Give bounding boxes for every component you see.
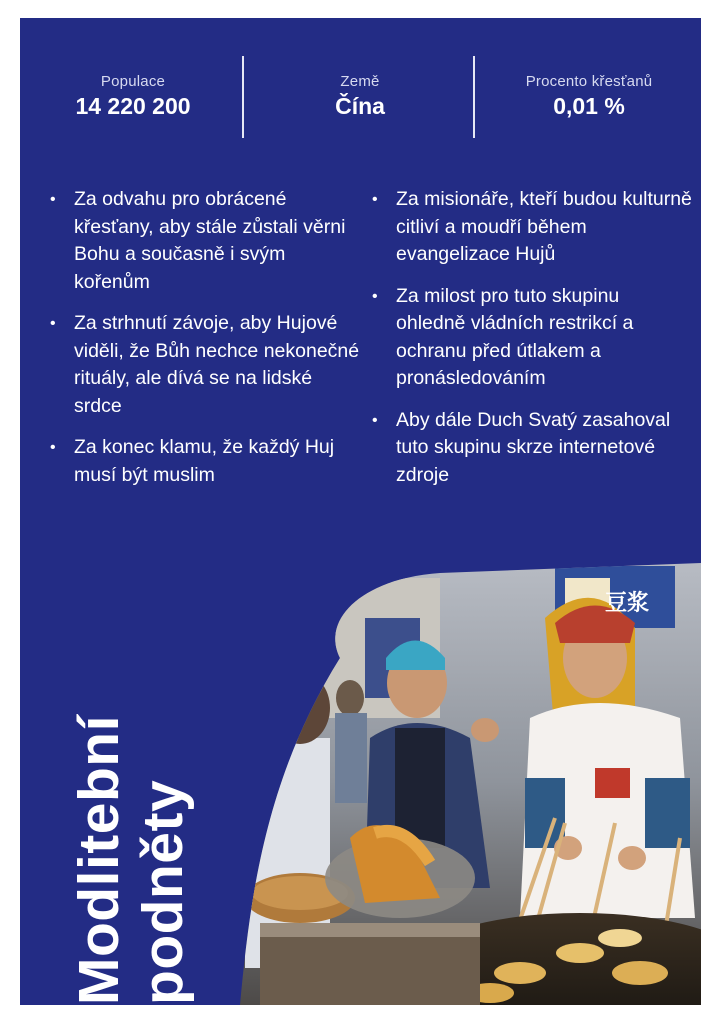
prayer-item: • Za konec klamu, že každý Huj musí být muslim bbox=[40, 434, 360, 489]
christian-percent-label: Procento křesťanů bbox=[525, 73, 653, 90]
prayer-item: • Za strhnutí závoje, aby Hujové viděli, že Bůh nechce nekonečné rituály, ale dívá se na lidské srdce bbox=[40, 310, 360, 420]
christian-percent-value: 0,01 % bbox=[553, 93, 625, 119]
sign-text: 豆浆 bbox=[605, 591, 650, 616]
country-label: Země bbox=[340, 73, 380, 90]
section-title-line2: podněty bbox=[131, 779, 195, 1005]
prayer-item: • Aby dále Duch Svatý zasahoval tuto skupinu skrze internetové zdroje bbox=[362, 407, 692, 490]
prayer-panel bbox=[20, 18, 701, 1005]
prayer-item: • Za misionáře, kteří budou kulturně citliví a moudří během evangelizace Hujů bbox=[362, 186, 692, 269]
prayer-item: • Za odvahu pro obrácené křesťany, aby stále zůstali věrni Bohu a současně i svým kořenům bbox=[40, 186, 360, 296]
section-title-line1: Modlitební bbox=[67, 715, 131, 1005]
population-label: Populace bbox=[100, 73, 166, 90]
population-value: 14 220 200 bbox=[75, 93, 191, 119]
country-value: Čína bbox=[335, 93, 385, 119]
prayer-item: • Za milost pro tuto skupinu ohledně vládních restrikcí a ochranu před útlakem a pronásledováním bbox=[362, 283, 692, 393]
